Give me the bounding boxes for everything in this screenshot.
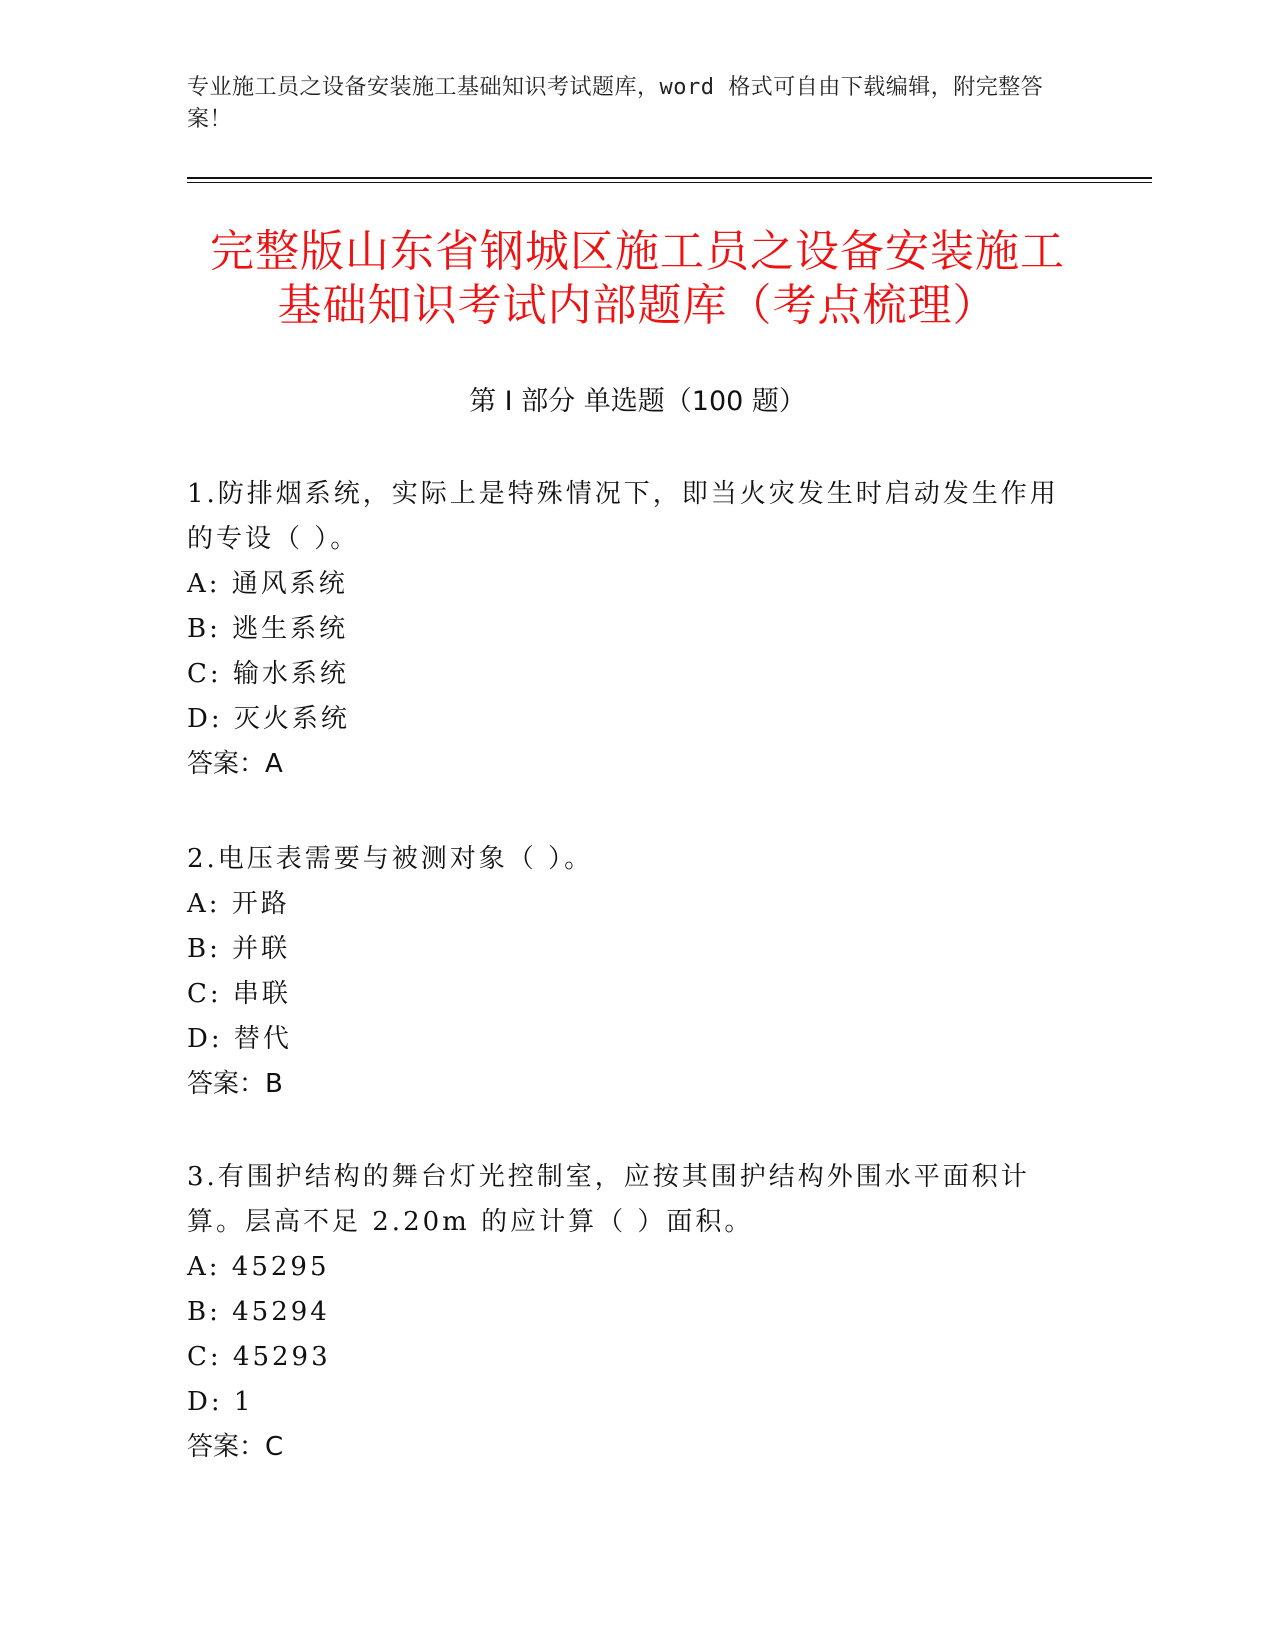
option-b: B: 并联 xyxy=(187,934,291,964)
question-stem: 2.电压表需要与被测对象（ ）。 xyxy=(187,844,594,874)
option-a: A: 45295 xyxy=(187,1252,330,1282)
option-d: D: 替代 xyxy=(187,1024,292,1054)
question-2 xyxy=(187,837,1067,1107)
option-a: A: 通风系统 xyxy=(187,569,348,599)
answer-line: 答案：B xyxy=(187,1069,283,1099)
header-divider-thin xyxy=(187,182,1152,183)
document-title-line-2: 基础知识考试内部题库（考点梳理） xyxy=(277,280,998,331)
question-3 xyxy=(187,1155,1067,1470)
header-divider-thick xyxy=(187,177,1152,179)
option-d: D: 1 xyxy=(187,1387,254,1417)
answer-line: 答案：C xyxy=(187,1432,284,1462)
document-title xyxy=(160,225,1115,333)
question-stem: 1.防排烟系统，实际上是特殊情况下，即当火灾发生时启动发生作用的专设（ ）。 xyxy=(187,479,1059,554)
option-a: A: 开路 xyxy=(187,889,290,919)
option-b: B: 45294 xyxy=(187,1297,330,1327)
document-title-line-1: 完整版山东省钢城区施工员之设备安装施工 xyxy=(210,226,1065,277)
option-c: C: 串联 xyxy=(187,979,291,1009)
option-b: B: 逃生系统 xyxy=(187,614,349,644)
option-d: D: 灭火系统 xyxy=(187,704,350,734)
option-c: C: 45293 xyxy=(187,1342,331,1372)
section-heading: 第 I 部分 单选题（100 题） xyxy=(469,386,806,417)
option-c: C: 输水系统 xyxy=(187,659,349,689)
answer-line: 答案：A xyxy=(187,749,283,779)
question-1 xyxy=(187,472,1067,787)
question-stem: 3.有围护结构的舞台灯光控制室，应按其围护结构外围水平面积计算。层高不足 2.20m 的应计算（ ）面积。 xyxy=(187,1162,1030,1237)
header-note: 专业施工员之设备安装施工基础知识考试题库，word 格式可自由下载编辑，附完整答案！ xyxy=(187,75,1044,132)
